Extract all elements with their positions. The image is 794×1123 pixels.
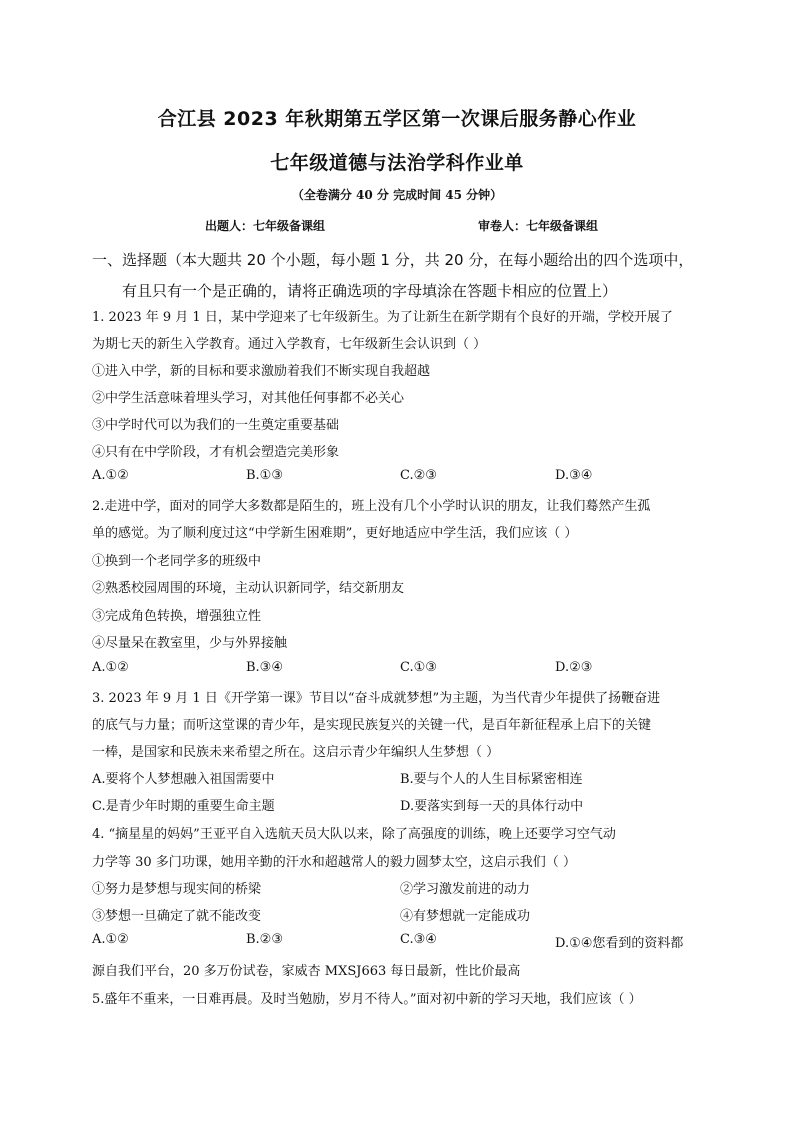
question-4-option-a: A.①② <box>92 932 129 947</box>
question-1-option-d: D.③④ <box>555 468 593 483</box>
question-3-option-b: B.要与个人的人生目标紧密相连 <box>400 772 583 787</box>
question-1-item: ②中学生活意味着埋头学习，对其他任何事都不必关心 <box>92 391 405 406</box>
question-3-stem-cont: 一棒，是国家和民族未来希望之所在。这启示青少年编织人生梦想（ ） <box>92 745 500 760</box>
question-1-item: ③中学时代可以为我们的一生奠定重要基础 <box>92 418 340 433</box>
question-4-option-c: C.③④ <box>400 932 437 947</box>
question-1-option-c: C.②③ <box>400 468 437 483</box>
question-4-item: ④有梦想就一定能成功 <box>400 909 531 924</box>
question-3-stem: 3. 2023 年 9 月 1 日《开学第一课》节目以“奋斗成就梦想”为主题，为当代青少年提供了扬鞭奋进 <box>92 691 661 706</box>
question-4-item: ②学习激发前进的动力 <box>400 882 531 897</box>
question-3-stem-cont: 的底气与力量；而听这堂课的青少年，是实现民族复兴的关键一代，是百年新征程承上启下的关键 <box>92 718 652 733</box>
section-heading: 一、选择题（本大题共 20 个小题，每小题 1 分，共 20 分，在每小题给出的四个选项中， <box>92 251 694 269</box>
question-3-option-c: C.是青少年时期的重要生命主题 <box>92 799 275 814</box>
score-note: （全卷满分 40 分 完成时间 45 分钟） <box>291 188 503 202</box>
question-2-item: ④尽量呆在教室里，少与外界接触 <box>92 636 288 651</box>
question-1-option-b: B.①③ <box>246 468 283 483</box>
question-1-option-a: A.①② <box>92 468 129 483</box>
question-5-stem: 5.盛年不重来，一日难再晨。及时当勉励，岁月不待人。”面对初中新的学习天地，我们应该（ ） <box>92 992 642 1007</box>
question-2-option-c: C.①③ <box>400 660 437 675</box>
reviewer-label: 审卷人：七年级备课组 <box>478 219 599 233</box>
question-4-item: ①努力是梦想与现实间的桥梁 <box>92 882 262 897</box>
question-1-item: ①进入中学，新的目标和要求激励着我们不断实现自我超越 <box>92 364 431 379</box>
question-2-option-d: D.②③ <box>555 660 593 675</box>
question-2-item: ①换到一个老同学多的班级中 <box>92 554 262 569</box>
question-2-stem-cont: 单的感觉。为了顺利度过这“中学新生困难期”，更好地适应中学生活，我们应该（ ） <box>92 526 578 541</box>
question-4-stem: 4. “摘星星的妈妈”王亚平自入选航天员大队以来，除了高强度的训练，晚上还要学习空气动 <box>92 827 616 842</box>
question-3-option-d: D.要落实到每一天的具体行动中 <box>400 799 584 814</box>
page-subtitle: 七年级道德与法治学科作业单 <box>270 152 524 174</box>
inserted-notice: 源自我们平台，20 多万份试卷，家威杏 MXSJ663 每日最新，性比价最高 <box>92 964 521 979</box>
page-title: 合江县 2023 年秋期第五学区第一次课后服务静心作业 <box>157 108 637 130</box>
question-2-option-a: A.①② <box>92 660 129 675</box>
question-4-option-b: B.②③ <box>246 932 283 947</box>
section-instruction: 有且只有一个是正确的，请将正确选项的字母填涂在答题卡相应的位置上） <box>122 282 618 300</box>
question-1-stem-cont: 为期七天的新生入学教育。通过入学教育，七年级新生会认识到（ ） <box>92 337 487 352</box>
author-label: 出题人：七年级备课组 <box>205 219 326 233</box>
question-4-item: ③梦想一旦确定了就不能改变 <box>92 909 262 924</box>
question-2-option-b: B.③④ <box>246 660 283 675</box>
question-3-option-a: A.要将个人梦想融入祖国需要中 <box>92 772 275 787</box>
question-1-stem: 1. 2023 年 9 月 1 日，某中学迎来了七年级新生。为了让新生在新学期有个良好的开端，学校开展了 <box>92 310 673 325</box>
question-2-stem: 2.走进中学，面对的同学大多数都是陌生的，班上没有几个小学时认识的朋友，让我们蓦然产生孤 <box>92 499 651 514</box>
question-1-item: ④只有在中学阶段，才有机会塑造完美形象 <box>92 445 340 460</box>
question-4-option-d: D.①④您看到的资料都 <box>555 936 684 951</box>
question-2-item: ③完成角色转换，增强独立性 <box>92 609 262 624</box>
question-2-item: ②熟悉校园周围的环境，主动认识新同学，结交新朋友 <box>92 581 405 596</box>
question-4-stem-cont: 力学等 30 多门功课，她用辛勤的汗水和超越常人的毅力圆梦太空，这启示我们（ ） <box>92 855 576 870</box>
